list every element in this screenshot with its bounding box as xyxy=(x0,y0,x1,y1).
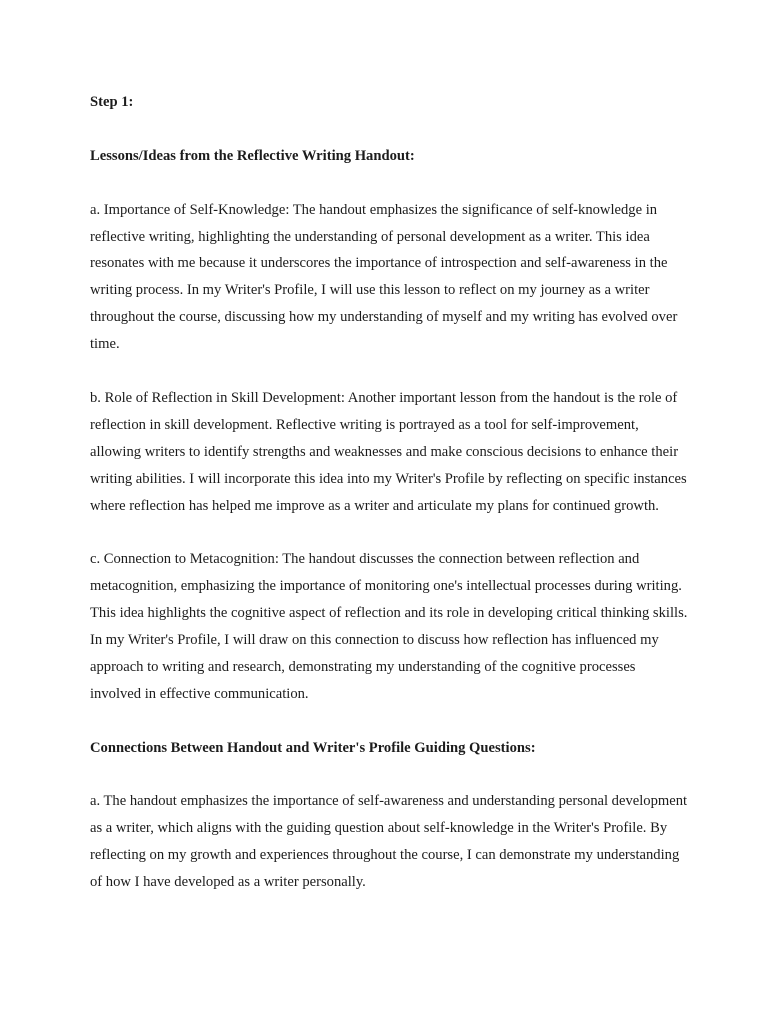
section-heading-lessons: Lessons/Ideas from the Reflective Writing Handout: xyxy=(90,147,415,164)
paragraph-self-knowledge: a. Importance of Self-Knowledge: The handout emphasizes the significance of self-knowledge in reflective writing, highlighting the understanding of personal development as a writer. This idea resonates with me because it underscores the importance of introspection and self-awareness in the writing process. In my Writer's Profile, I will use this lesson to reflect on my journey as a writer throughout the course, discussing how my understanding of myself and my writing has evolved over time. xyxy=(90,201,678,353)
document-body xyxy=(90,89,690,923)
section-heading-connections: Connections Between Handout and Writer's Profile Guiding Questions: xyxy=(90,739,536,756)
paragraph-metacognition: c. Connection to Metacognition: The handout discusses the connection between reflection and metacognition, emphasizing the importance of monitoring one's intellectual processes during writing. This idea highlights the cognitive aspect of reflection and its role in developing critical thinking skills. In my Writer's Profile, I will draw on this connection to discuss how reflection has influenced my approach to writing and research, demonstrating my understanding of the cognitive processes involved in effective communication. xyxy=(90,551,688,702)
paragraph-connection-a: a. The handout emphasizes the importance of self-awareness and understanding personal development as a writer, which aligns with the guiding question about self-knowledge in the Writer's Profile. By reflecting on my growth and experiences throughout the course, I can demonstrate my understanding of how I have developed as a writer personally. xyxy=(90,793,688,891)
paragraph-reflection-skill: b. Role of Reflection in Skill Development: Another important lesson from the handout is the role of reflection in skill development. Reflective writing is portrayed as a tool for self-improvement, allowing writers to identify strengths and weaknesses and make conscious decisions to enhance their writing abilities. I will incorporate this idea into my Writer's Profile by reflecting on specific instances where reflection has helped me improve as a writer and articulate my plans for continued growth. xyxy=(90,389,687,514)
step-heading: Step 1: xyxy=(90,94,134,110)
